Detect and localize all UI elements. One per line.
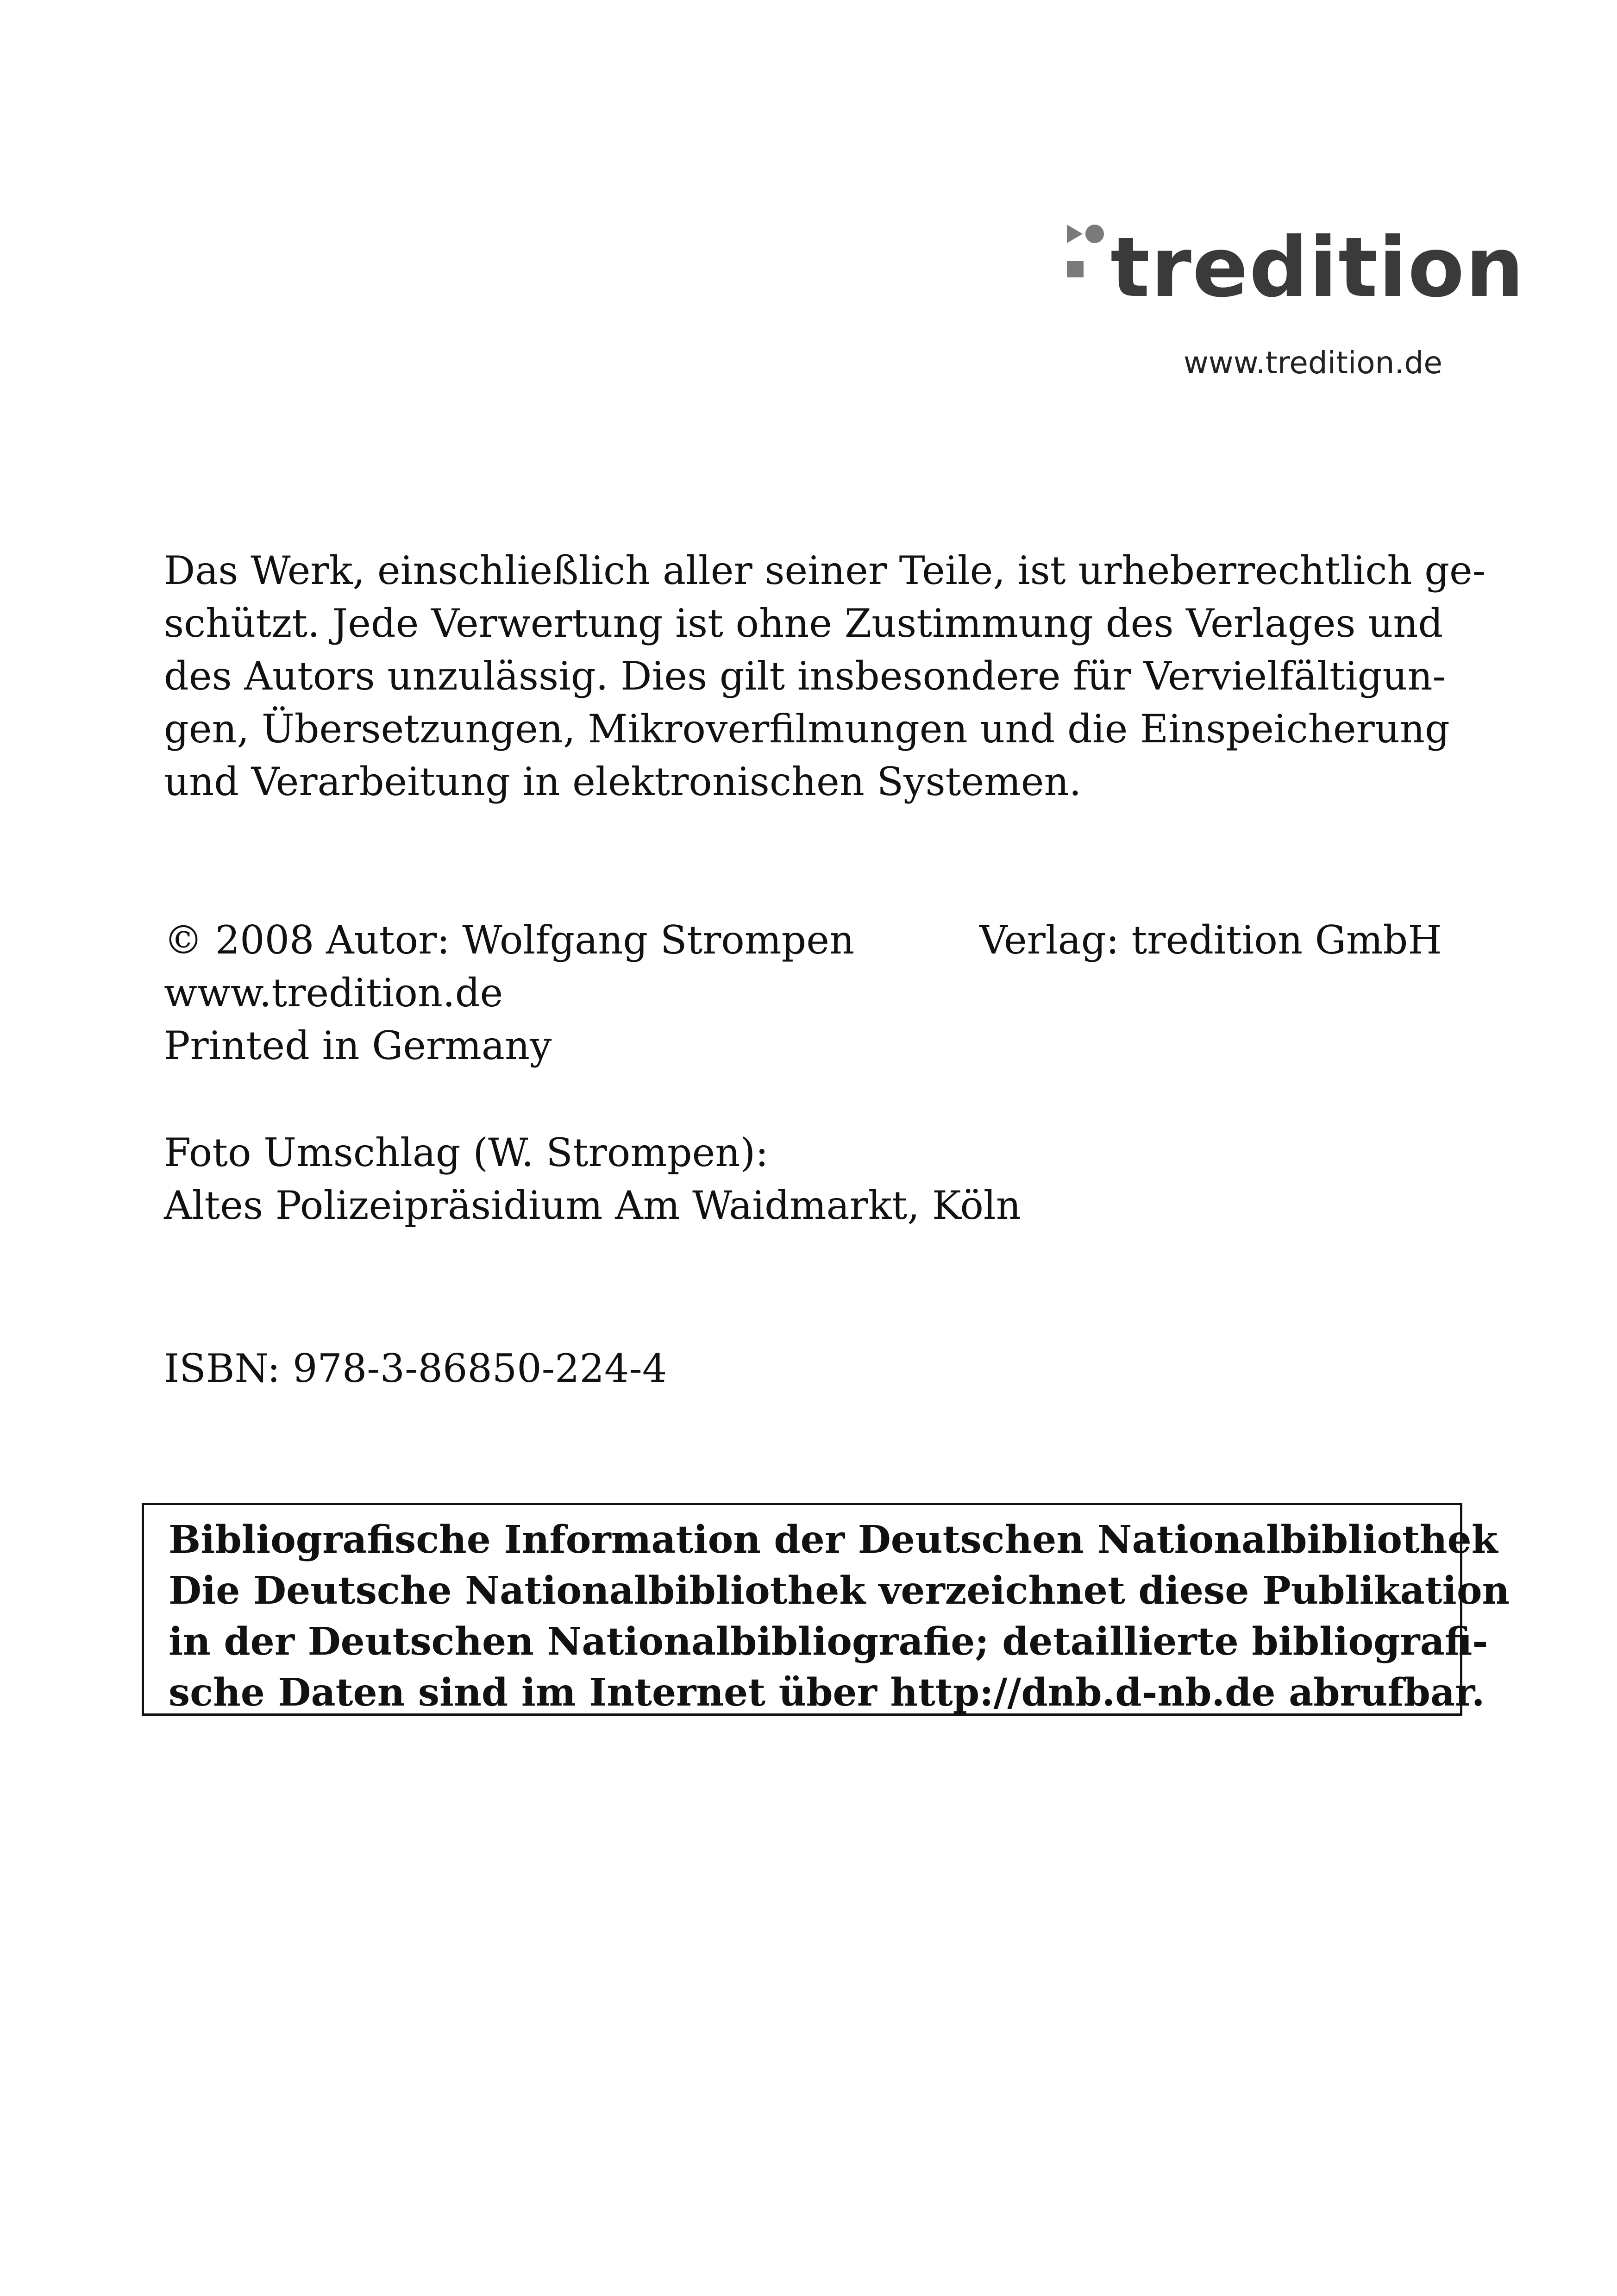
isbn-line: ISBN: 978-3-86850-224-4 (164, 1346, 667, 1391)
bibliographic-info-line: sche Daten sind im Internet über http://dnb.d-nb.de abrufbar. (169, 1670, 1485, 1715)
publisher-line: Verlag: tredition GmbH (979, 917, 1442, 963)
copyright-notice-line: schützt. Jede Verwertung ist ohne Zustimmung des Verlages und (164, 601, 1443, 646)
cover-photo-subject: Altes Polizeipräsidium Am Waidmarkt, Köln (164, 1183, 1021, 1228)
copyright-notice-line: Das Werk, einschließlich aller seiner Teile, ist urheberrechtlich ge- (164, 548, 1486, 593)
cover-photo-credit: Foto Umschlag (W. Strompen): (164, 1130, 769, 1175)
publisher-logo-url: www.tredition.de (1183, 345, 1442, 381)
bibliographic-info-heading: Bibliografische Information der Deutschen Nationalbibliothek (169, 1518, 1498, 1562)
copyright-notice-line: gen, Übersetzungen, Mikroverfilmungen und die Einspeicherung (164, 706, 1450, 752)
copyright-year: © 2008 (164, 917, 314, 963)
author-line: Autor: Wolfgang Strompen (326, 917, 855, 963)
publisher-wordmark: tredition (1110, 220, 1525, 315)
printed-line: Printed in Germany (164, 1023, 552, 1068)
bibliographic-info-box (142, 1503, 1510, 1716)
bibliographic-info-line: Die Deutsche Nationalbibliothek verzeichnet diese Publikation (169, 1568, 1510, 1613)
website-line: www.tredition.de (164, 970, 503, 1016)
bibliographic-info-line: in der Deutschen Nationalbibliografie; detaillierte bibliografi- (169, 1619, 1488, 1664)
copyright-notice-line: des Autors unzulässig. Dies gilt insbesondere für Vervielfältigun- (164, 653, 1446, 699)
copyright-notice (164, 544, 1486, 808)
copyright-notice-line: und Verarbeitung in elektronischen Systemen. (164, 759, 1082, 804)
bibliographic-info-text (169, 1514, 1510, 1718)
publisher-logo (1065, 211, 1525, 322)
